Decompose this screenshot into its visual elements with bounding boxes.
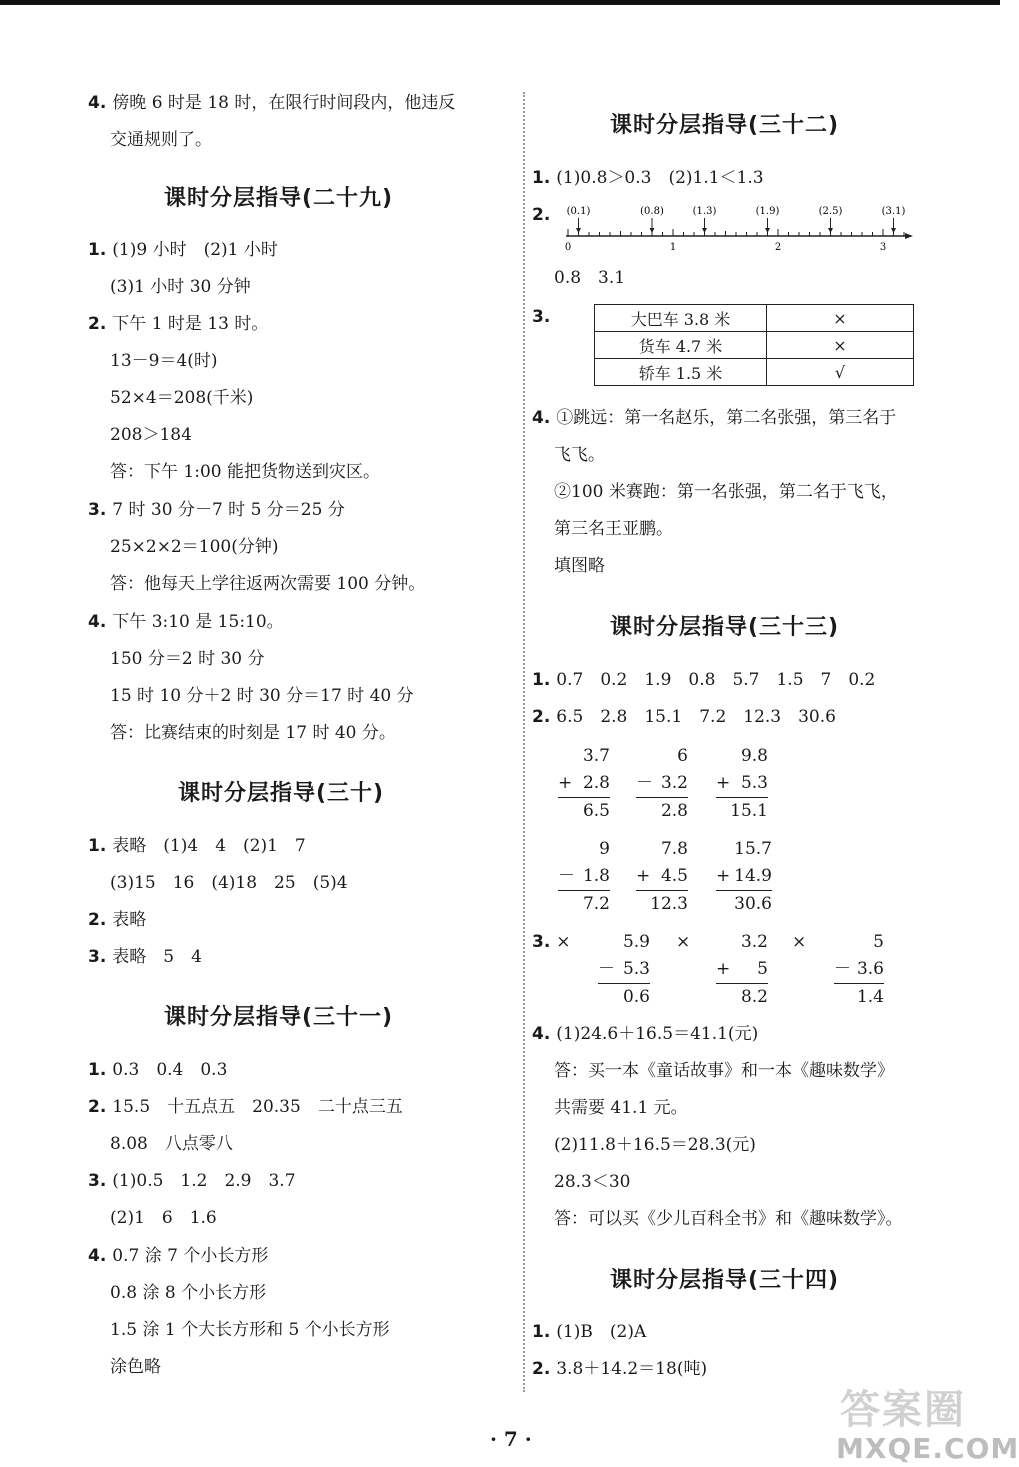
- answer-line: 8.08 八点零八: [110, 1134, 233, 1154]
- operand: 14.9: [734, 866, 772, 886]
- operator: +: [716, 959, 731, 979]
- number-line-point-label: (1.3): [692, 206, 717, 217]
- answer-line: 3. 表略 5 4: [88, 947, 202, 967]
- answer-line: 1. 表略 (1)4 4 (2)1 7: [88, 836, 306, 856]
- answer-line: (3)1 小时 30 分钟: [110, 277, 251, 297]
- operator: +: [558, 773, 573, 793]
- page-number: · 7 ·: [490, 1427, 532, 1451]
- number-line-point-label: (1.9): [755, 206, 780, 217]
- operand: 5: [873, 932, 884, 952]
- operand: 2.8: [582, 773, 610, 793]
- answer-line: 飞飞。: [554, 445, 605, 465]
- answer-line: ②100 米赛跑：第一名张强，第二名于飞飞，: [554, 482, 898, 502]
- vertical-calc: [598, 929, 650, 1011]
- section-heading-29: 课时分层指导(二十九): [164, 186, 394, 211]
- number-line-point-label: (2.5): [818, 206, 843, 217]
- cross-mark: ×: [556, 932, 571, 952]
- answer-line: 答：买一本《童话故事》和一本《趣味数学》: [554, 1061, 894, 1081]
- answer-line: 0.8 3.1: [554, 268, 626, 288]
- number-line-pointer-arrow: [576, 228, 581, 233]
- answer-line: 涂色略: [110, 1357, 161, 1377]
- answer-line: 150 分＝2 时 30 分: [110, 649, 265, 669]
- operator: －: [558, 866, 575, 886]
- answer-line: 4. 傍晚 6 时是 18 时，在限行时间段内，他违反: [88, 93, 456, 113]
- operator: +: [636, 866, 651, 886]
- answer-line: 25×2×2＝100(分钟): [110, 537, 279, 557]
- result: 15.1: [716, 797, 768, 825]
- answer-line: 4. ①跳远：第一名赵乐，第二名张强，第三名于: [532, 408, 897, 428]
- number-line-pointer-arrow: [650, 228, 655, 233]
- answer-line: 1.5 涂 1 个大长方形和 5 个小长方形: [110, 1320, 390, 1340]
- vertical-calc: [636, 743, 688, 825]
- section-heading-31: 课时分层指导(三十一): [164, 1005, 394, 1030]
- answer-line: 2.: [532, 205, 551, 225]
- vertical-calc: [716, 743, 768, 825]
- operand: 4.5: [660, 866, 688, 886]
- answer-line: 填图略: [554, 556, 605, 576]
- vertical-calc: [834, 929, 884, 1011]
- result: 0.6: [598, 983, 650, 1011]
- operator: －: [598, 959, 615, 979]
- operand: 3.7: [582, 746, 610, 766]
- result: 30.6: [716, 890, 772, 918]
- number-line-arrow: [905, 233, 913, 239]
- answer-line: 第三名王亚鹏。: [554, 519, 673, 539]
- operator: +: [716, 773, 731, 793]
- vertical-calc: [636, 836, 688, 918]
- result: 7.2: [558, 890, 610, 918]
- operator: +: [716, 866, 731, 886]
- answer-line: 3.: [532, 307, 551, 327]
- answer-line: 1. 0.3 0.4 0.3: [88, 1060, 228, 1080]
- answer-line: (2)11.8＋16.5＝28.3(元): [554, 1135, 756, 1155]
- top-border: [0, 0, 1000, 5]
- number-line: [558, 198, 918, 256]
- result: 6.5: [558, 797, 610, 825]
- watermark-logo: 答案圈: [840, 1387, 966, 1433]
- vertical-calc: [716, 929, 768, 1011]
- result: 1.4: [834, 983, 884, 1011]
- answer-line: 2. 表略: [88, 910, 147, 930]
- section-heading-34: 课时分层指导(三十四): [610, 1268, 840, 1293]
- number-line-pointer-arrow: [828, 228, 833, 233]
- operand: 1.8: [582, 866, 610, 886]
- cross-mark: ×: [792, 932, 807, 952]
- section-heading-32: 课时分层指导(三十二): [610, 113, 840, 138]
- number-line-tick-label: 0: [564, 242, 572, 253]
- answer-line: 13－9＝4(时): [110, 351, 218, 371]
- vertical-calc: [558, 836, 610, 918]
- section-heading-30: 课时分层指导(三十): [178, 781, 385, 806]
- answer-line: (2)1 6 1.6: [110, 1208, 217, 1228]
- table-cell: 货车 4.7 米: [595, 332, 767, 359]
- operand: 3.6: [856, 959, 884, 979]
- answer-line: 3. (1)0.5 1.2 2.9 3.7: [88, 1171, 296, 1191]
- answer-line: 答：比赛结束的时刻是 17 时 40 分。: [110, 723, 396, 743]
- answer-line: 15 时 10 分＋2 时 30 分＝17 时 40 分: [110, 686, 414, 706]
- number-line-point-label: (0.1): [566, 206, 591, 217]
- answer-line: 0.8 涂 8 个小长方形: [110, 1283, 267, 1303]
- answer-line: 1. 0.7 0.2 1.9 0.8 5.7 1.5 7 0.2: [532, 670, 876, 690]
- operand: 5: [757, 959, 768, 979]
- table-cell: ×: [767, 332, 914, 359]
- operator: －: [636, 773, 653, 793]
- operator: －: [834, 959, 851, 979]
- number-line-tick-label: 3: [879, 242, 887, 253]
- result: 8.2: [716, 983, 768, 1011]
- table-cell: ×: [767, 305, 914, 332]
- answer-line: 1. (1)0.8＞0.3 (2)1.1＜1.3: [532, 168, 764, 188]
- operand: 6: [677, 746, 688, 766]
- vertical-calc: [558, 743, 610, 825]
- table-cell: 大巴车 3.8 米: [595, 305, 767, 332]
- answer-line: 4. 0.7 涂 7 个小长方形: [88, 1246, 269, 1266]
- section-heading-33: 课时分层指导(三十三): [610, 615, 840, 640]
- operand: 5.3: [622, 959, 650, 979]
- number-line-point-label: (3.1): [881, 206, 906, 217]
- table-row: [595, 359, 914, 386]
- answer-line: (3)15 16 (4)18 25 (5)4: [110, 873, 348, 893]
- answer-line: 2. 6.5 2.8 15.1 7.2 12.3 30.6: [532, 707, 836, 727]
- answer-line: 答：他每天上学往返两次需要 100 分钟。: [110, 574, 426, 594]
- operand: 5.9: [622, 932, 650, 952]
- number-line-point-label: (0.8): [640, 206, 664, 217]
- answer-line: 答：下午 1:00 能把货物送到灾区。: [110, 462, 380, 482]
- table-cell: 轿车 1.5 米: [595, 359, 767, 386]
- answer-line: 28.3＜30: [554, 1172, 631, 1192]
- answer-line: 答：可以买《少儿百科全书》和《趣味数学》。: [554, 1209, 903, 1229]
- operand: 3.2: [740, 932, 768, 952]
- answer-line: 2. 下午 1 时是 13 时。: [88, 314, 269, 334]
- answer-line: 3. ×: [532, 932, 571, 952]
- operand: 9: [599, 839, 610, 859]
- table-row: [595, 305, 914, 332]
- vertical-calc: [716, 836, 772, 918]
- comparison-table: [594, 304, 914, 386]
- watermark-url: MXQE.COM: [836, 1432, 1019, 1465]
- result: 2.8: [636, 797, 688, 825]
- answer-line: 2. 15.5 十五点五 20.35 二十点三五: [88, 1097, 403, 1117]
- number-line-pointer-arrow: [891, 228, 896, 233]
- operand: 9.8: [740, 746, 768, 766]
- answer-line: 1. (1)B (2)A: [532, 1322, 647, 1342]
- number-line-tick-label: 2: [774, 242, 782, 253]
- operand: 5.3: [740, 773, 768, 793]
- operand: 7.8: [660, 839, 688, 859]
- answer-line: 共需要 41.1 元。: [554, 1098, 688, 1118]
- answer-line: 交通规则了。: [110, 130, 212, 150]
- answer-line: 4. (1)24.6＋16.5＝41.1(元): [532, 1024, 759, 1044]
- cross-mark: ×: [676, 932, 691, 952]
- answer-line: 2. 3.8＋14.2＝18(吨): [532, 1359, 708, 1379]
- number-line-pointer-arrow: [765, 228, 770, 233]
- table-cell: √: [767, 359, 914, 386]
- answer-line: 3. 7 时 30 分－7 时 5 分＝25 分: [88, 500, 345, 520]
- column-divider: [523, 92, 525, 1392]
- answer-line: 4. 下午 3:10 是 15:10。: [88, 612, 284, 632]
- answer-line: 208＞184: [110, 425, 192, 445]
- answer-line: 52×4＝208(千米): [110, 388, 254, 408]
- number-line-tick-label: 1: [669, 242, 677, 253]
- operand: 15.7: [734, 839, 772, 859]
- answer-line: 1. (1)9 小时 (2)1 小时: [88, 240, 278, 260]
- table-row: [595, 332, 914, 359]
- number-line-pointer-arrow: [702, 228, 707, 233]
- operand: 3.2: [660, 773, 688, 793]
- result: 12.3: [636, 890, 688, 918]
